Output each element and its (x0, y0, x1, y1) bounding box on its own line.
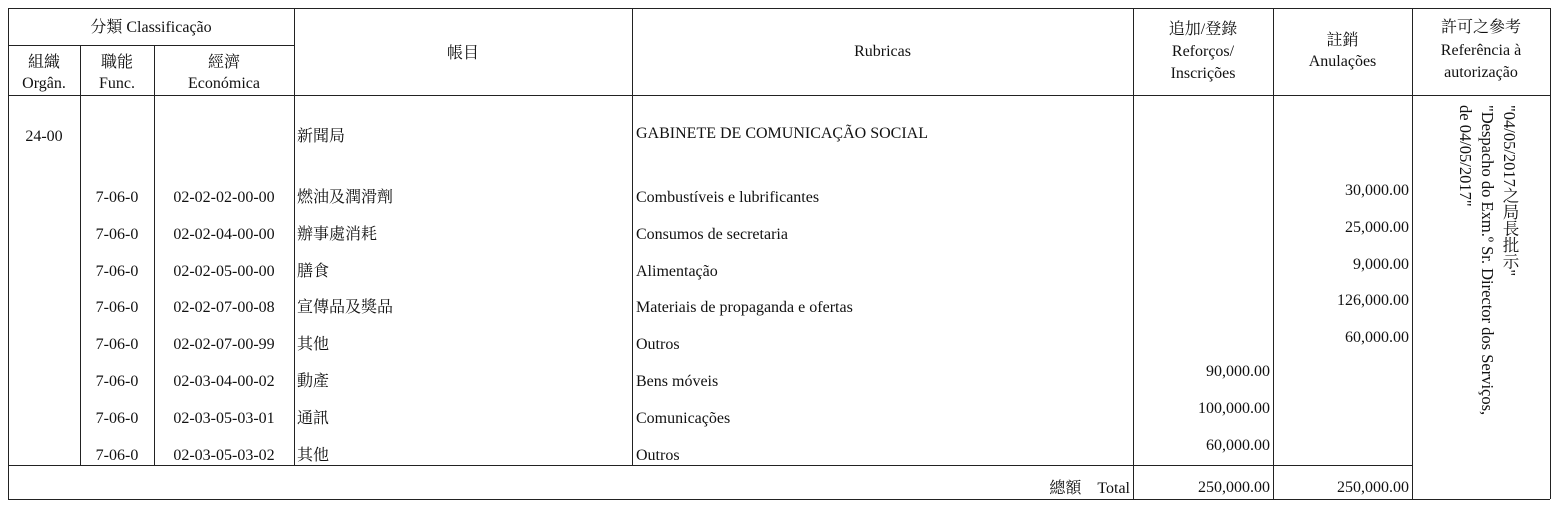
header-ref-pt1: Referência à (1440, 42, 1522, 59)
row-reforco: 100,000.00 (1198, 400, 1270, 417)
authorization-line-2: "Despacho do Exm.º Sr. Director dos Serviços, (1478, 105, 1497, 416)
header-reforcos-zh: 追加/登錄 (1168, 21, 1238, 38)
row-econ-code: 02-02-05-00-00 (173, 263, 275, 280)
total-row-top-border (8, 465, 1412, 466)
header-classification: 分類 Classificação (90, 19, 212, 36)
row-anulacao: 126,000.00 (1337, 292, 1409, 309)
header-ref-pt2: autorização (1444, 64, 1518, 81)
row-func-code: 7-06-0 (95, 299, 139, 316)
row-rubrica-pt: Outros (636, 447, 680, 464)
header-anulacoes-pt: Anulações (1308, 53, 1377, 70)
header-econ-zh: 經濟 (207, 54, 240, 71)
row-rubrica-pt: Outros (636, 336, 680, 353)
header-func-pt: Func. (99, 75, 135, 92)
total-anulacao: 250,000.00 (1337, 479, 1409, 496)
row-account-zh: 通訊 (297, 410, 330, 427)
header-organ-zh: 組織 (27, 54, 60, 71)
total-label: 總額 Total (1049, 480, 1130, 497)
header-reforcos-pt1: Reforços/ (1171, 43, 1235, 60)
row-econ-code: 02-02-04-00-00 (173, 226, 275, 243)
row-account-zh: 燃油及潤滑劑 (297, 189, 394, 206)
header-bottom-border (8, 95, 1550, 96)
authorization-line-1: "04/05/2017之局長批示" (1500, 105, 1519, 277)
total-reforco: 250,000.00 (1198, 479, 1270, 496)
row-econ-code: 02-02-07-00-08 (173, 299, 275, 316)
row-rubrica-pt: Comunicações (636, 410, 731, 427)
header-func-zh: 職能 (100, 54, 133, 71)
col-sep-func (154, 45, 155, 465)
row-rubrica-pt: Alimentação (636, 263, 718, 280)
row-rubrica-pt: Combustíveis e lubrificantes (636, 189, 820, 206)
row-econ-code: 02-02-02-00-00 (173, 189, 275, 206)
table-top-border (8, 8, 1550, 9)
row-func-code: 7-06-0 (95, 226, 139, 243)
row-account-zh: 辦事處消耗 (297, 226, 378, 243)
organ-name-pt: GABINETE DE COMUNICAÇÃO SOCIAL (636, 125, 928, 142)
row-rubrica-pt: Materiais de propaganda e ofertas (636, 299, 853, 316)
col-sep-econ (294, 8, 295, 465)
authorization-reference (1450, 105, 1520, 460)
header-rubricas: Rubricas (854, 43, 911, 60)
row-anulacao: 60,000.00 (1345, 329, 1409, 346)
row-func-code: 7-06-0 (95, 189, 139, 206)
col-sep-organ (80, 45, 81, 465)
organ-code: 24-00 (25, 128, 63, 145)
row-account-zh: 膳食 (297, 263, 330, 280)
row-rubrica-pt: Bens móveis (636, 373, 719, 390)
row-econ-code: 02-02-07-00-99 (173, 336, 275, 353)
row-reforco: 90,000.00 (1206, 363, 1270, 380)
header-anulacoes-zh: 註銷 (1326, 32, 1359, 49)
classification-underline (8, 45, 294, 46)
row-func-code: 7-06-0 (95, 336, 139, 353)
header-organ-pt: Orgân. (22, 75, 66, 92)
authorization-line-3: de 04/05/2017" (1456, 105, 1475, 207)
row-econ-code: 02-03-05-03-01 (173, 410, 275, 427)
row-rubrica-pt: Consumos de secretaria (636, 226, 788, 243)
row-account-zh: 其他 (297, 447, 330, 464)
row-anulacao: 9,000.00 (1353, 256, 1409, 273)
header-reforcos-pt2: Inscrições (1170, 65, 1236, 82)
row-func-code: 7-06-0 (95, 263, 139, 280)
header-account-zh: 帳目 (446, 45, 479, 62)
row-anulacao: 25,000.00 (1345, 219, 1409, 236)
table-bottom-border (8, 499, 1550, 500)
table-right-border (1550, 8, 1551, 499)
row-econ-code: 02-03-04-00-02 (173, 373, 275, 390)
col-sep-zh (632, 8, 633, 465)
row-account-zh: 宣傳品及獎品 (297, 299, 394, 316)
header-ref-zh: 許可之參考 (1440, 19, 1521, 36)
row-reforco: 60,000.00 (1206, 437, 1270, 454)
col-sep-reforcos (1273, 8, 1274, 499)
row-func-code: 7-06-0 (95, 410, 139, 427)
row-func-code: 7-06-0 (95, 447, 139, 464)
row-econ-code: 02-03-05-03-02 (173, 447, 275, 464)
row-account-zh: 其他 (297, 336, 330, 353)
row-account-zh: 動產 (297, 373, 330, 390)
row-func-code: 7-06-0 (95, 373, 139, 390)
organ-name-zh: 新聞局 (297, 128, 346, 145)
row-anulacao: 30,000.00 (1345, 182, 1409, 199)
header-econ-pt: Económica (188, 75, 260, 92)
